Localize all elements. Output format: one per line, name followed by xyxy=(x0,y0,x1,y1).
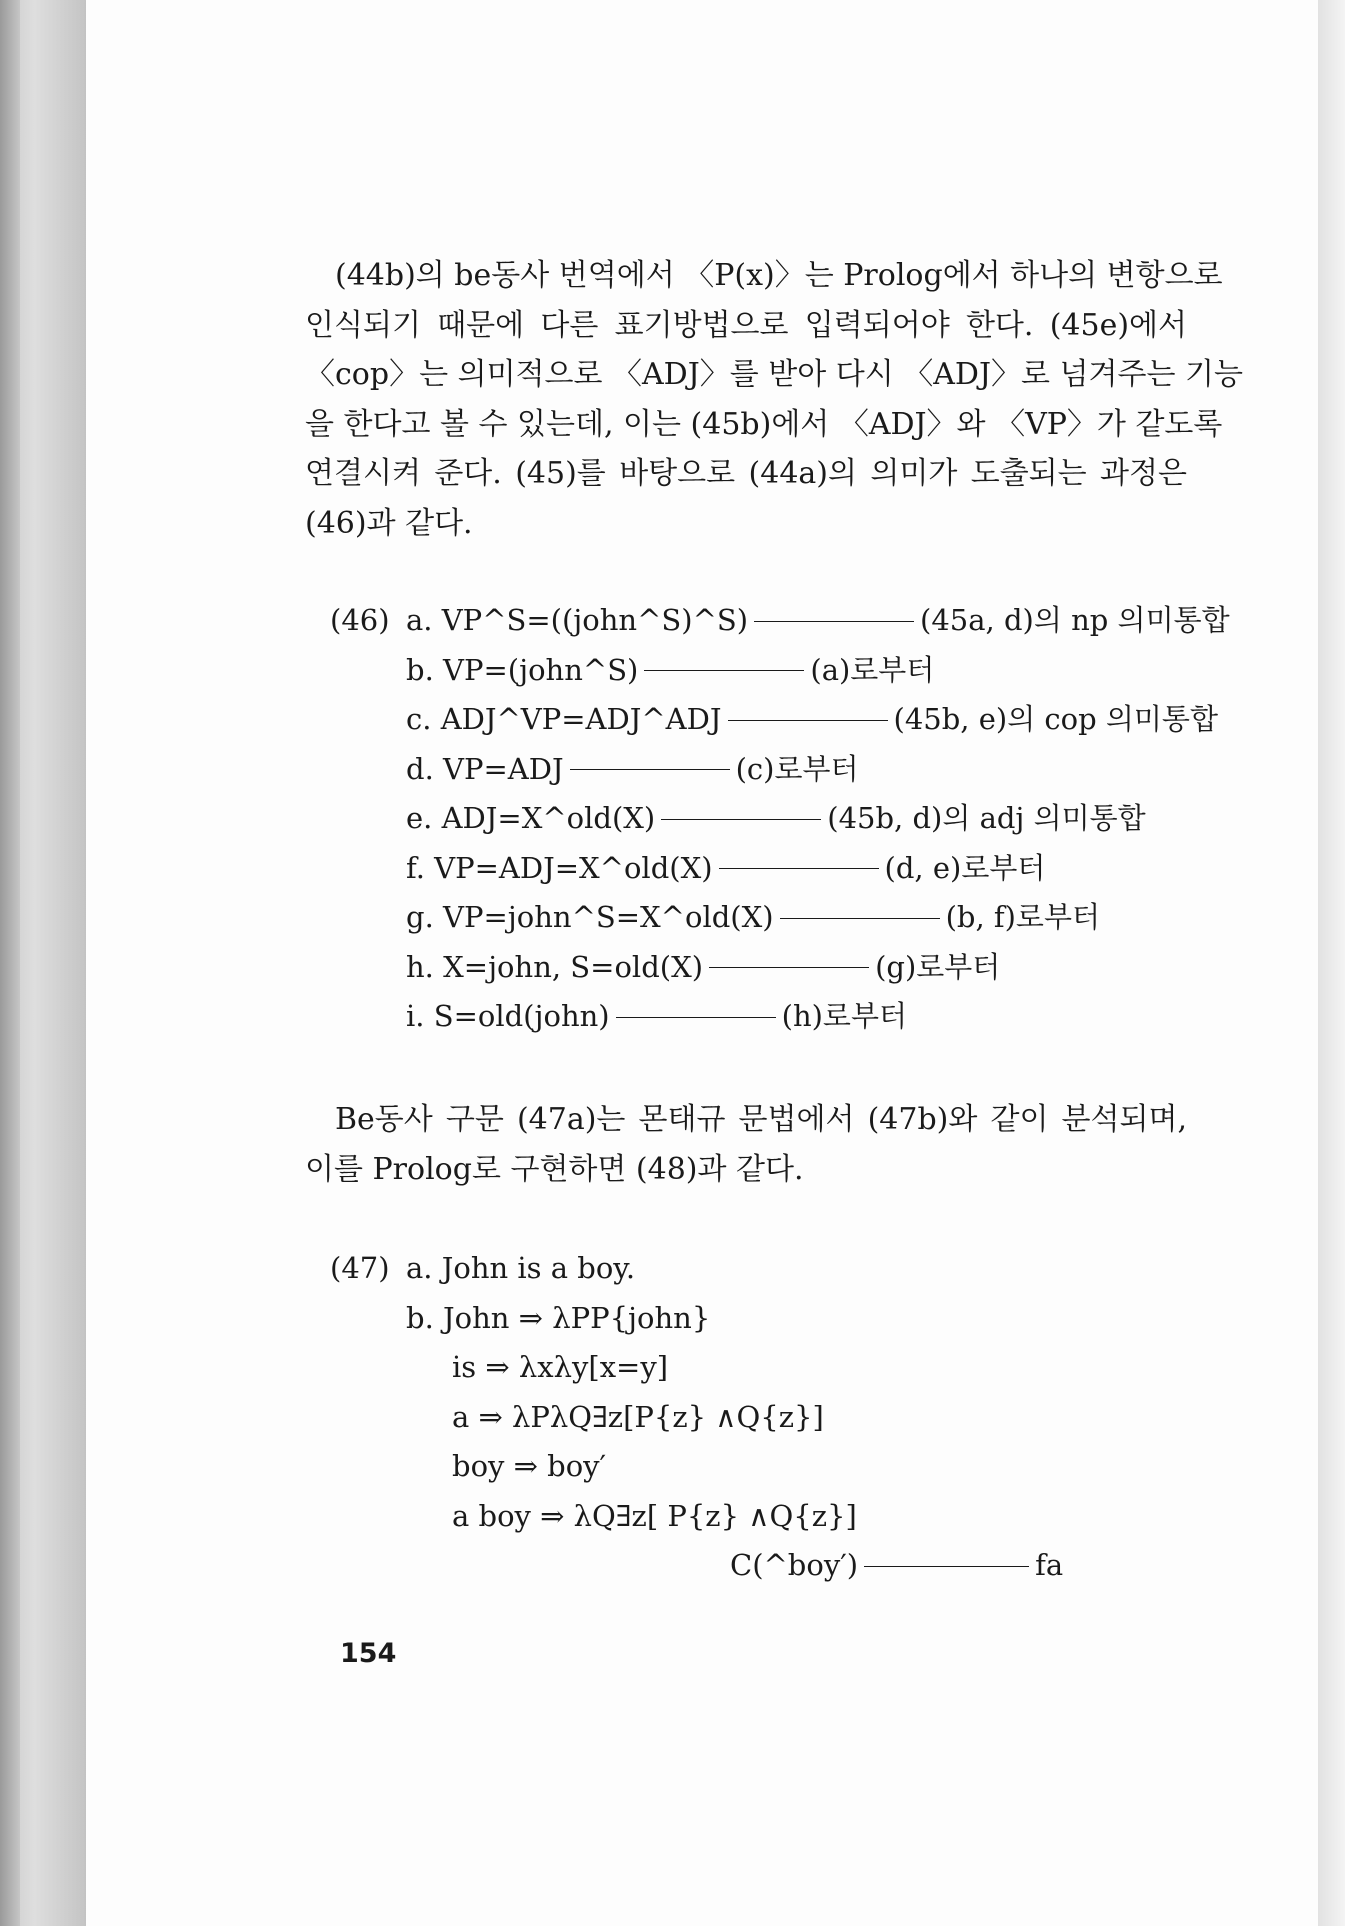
derivation-line xyxy=(616,1017,776,1018)
row-formula: ADJ^VP=ADJ^ADJ xyxy=(440,702,722,736)
translation-row: is ⇒ λxλy[x=y] xyxy=(452,1350,669,1384)
row-label: a. xyxy=(406,603,433,637)
row-label: b. xyxy=(406,1300,434,1335)
row-note: fa xyxy=(1035,1548,1064,1582)
row-label: f. xyxy=(406,850,425,885)
row-formula: ADJ=X^old(X) xyxy=(441,801,656,835)
example-row-e xyxy=(406,798,1146,838)
translation-row: boy ⇒ boy′ xyxy=(452,1449,607,1483)
paragraph-line: 인식되기 때문에 다른 표기방법으로 입력되어야 한다. (45e)에서 xyxy=(305,307,1187,343)
row-label: g. xyxy=(406,900,434,934)
book-spine-shadow xyxy=(0,0,20,1926)
derivation-line xyxy=(728,720,888,721)
row-label: i. xyxy=(406,999,425,1033)
example-row-f xyxy=(406,848,1045,888)
example-row-b xyxy=(406,1298,710,1338)
paragraph-line: 연결시켜 준다. (45)를 바탕으로 (44a)의 의미가 도출되는 과정은 xyxy=(305,456,1187,491)
row-note: (a)로부터 xyxy=(810,652,935,687)
paragraph-1 xyxy=(305,251,1243,548)
row-note: (d, e)로부터 xyxy=(884,850,1046,885)
paragraph-line: 을 한다고 볼 수 있는데, 이는 (45b)에서 〈ADJ〉와 〈VP〉가 같도록 xyxy=(305,406,1223,442)
translation-row: a boy ⇒ λQ∃z[ P{z} ∧Q{z}] xyxy=(452,1498,857,1533)
row-formula: VP=ADJ=X^old(X) xyxy=(434,850,713,885)
row-label: b. xyxy=(406,652,434,687)
row-note: (45a, d)의 np 의미통합 xyxy=(920,603,1230,637)
derivation-line xyxy=(570,769,730,770)
paragraph-2 xyxy=(305,1095,1187,1194)
row-note: (b, f)로부터 xyxy=(945,900,1100,934)
derivation-line xyxy=(864,1566,1029,1567)
example-row-a xyxy=(406,1248,635,1288)
example-row-c xyxy=(406,699,1218,739)
paragraph-line: 〈cop〉는 의미적으로 〈ADJ〉를 받아 다시 〈ADJ〉로 넘겨주는 기능 xyxy=(305,357,1243,392)
row-note: (45b, d)의 adj 의미통합 xyxy=(827,801,1146,835)
row-note: (h)로부터 xyxy=(781,999,907,1033)
row-formula: VP=ADJ xyxy=(443,751,564,786)
paragraph-line: (44b)의 be동사 번역에서 〈P(x)〉는 Prolog에서 하나의 변항으로 xyxy=(335,258,1223,293)
derivation-line xyxy=(719,868,879,869)
row-label: e. xyxy=(406,801,433,835)
example-row-d xyxy=(406,749,859,789)
row-label: a. xyxy=(406,1251,433,1285)
translation-row: a ⇒ λPλQ∃z[P{z} ∧Q{z}] xyxy=(452,1399,824,1434)
row-note: (g)로부터 xyxy=(875,949,1001,984)
row-formula: S=old(john) xyxy=(433,999,610,1033)
derivation-line xyxy=(644,670,804,671)
derivation-line xyxy=(661,819,821,820)
derivation-line xyxy=(709,967,869,968)
row-label: h. xyxy=(406,949,434,984)
row-text: John is a boy. xyxy=(441,1251,636,1285)
row-text: John ⇒ λPP{john} xyxy=(443,1300,711,1335)
paragraph-line: Be동사 구문 (47a)는 몬태규 문법에서 (47b)와 같이 분석되며, xyxy=(335,1102,1187,1137)
example-number: (46) xyxy=(330,603,390,637)
row-formula: VP=john^S=X^old(X) xyxy=(443,900,774,934)
derivation-line xyxy=(780,918,940,919)
example-row-b xyxy=(406,650,934,690)
example-row-i xyxy=(406,996,907,1036)
paragraph-line: 이를 Prolog로 구현하면 (48)과 같다. xyxy=(305,1151,804,1187)
row-note: (c)로부터 xyxy=(735,751,859,786)
row-formula: VP^S=((john^S)^S) xyxy=(441,603,749,637)
example-row-g xyxy=(406,897,1100,937)
row-label: d. xyxy=(406,751,434,786)
example-number: (47) xyxy=(330,1251,390,1285)
row-formula: C(^boy′) xyxy=(730,1548,859,1582)
row-formula: VP=(john^S) xyxy=(443,652,639,687)
paragraph-line: (46)과 같다. xyxy=(305,505,473,541)
example-row-a xyxy=(406,600,1230,640)
row-label: c. xyxy=(406,702,432,736)
page-right-edge xyxy=(1318,0,1345,1926)
row-formula: X=john, S=old(X) xyxy=(443,949,704,984)
row-note: (45b, e)의 cop 의미통합 xyxy=(893,702,1218,736)
page-number: 154 xyxy=(340,1638,397,1669)
composition-row xyxy=(730,1545,1063,1585)
derivation-line xyxy=(754,621,914,622)
example-row-h xyxy=(406,947,1000,987)
